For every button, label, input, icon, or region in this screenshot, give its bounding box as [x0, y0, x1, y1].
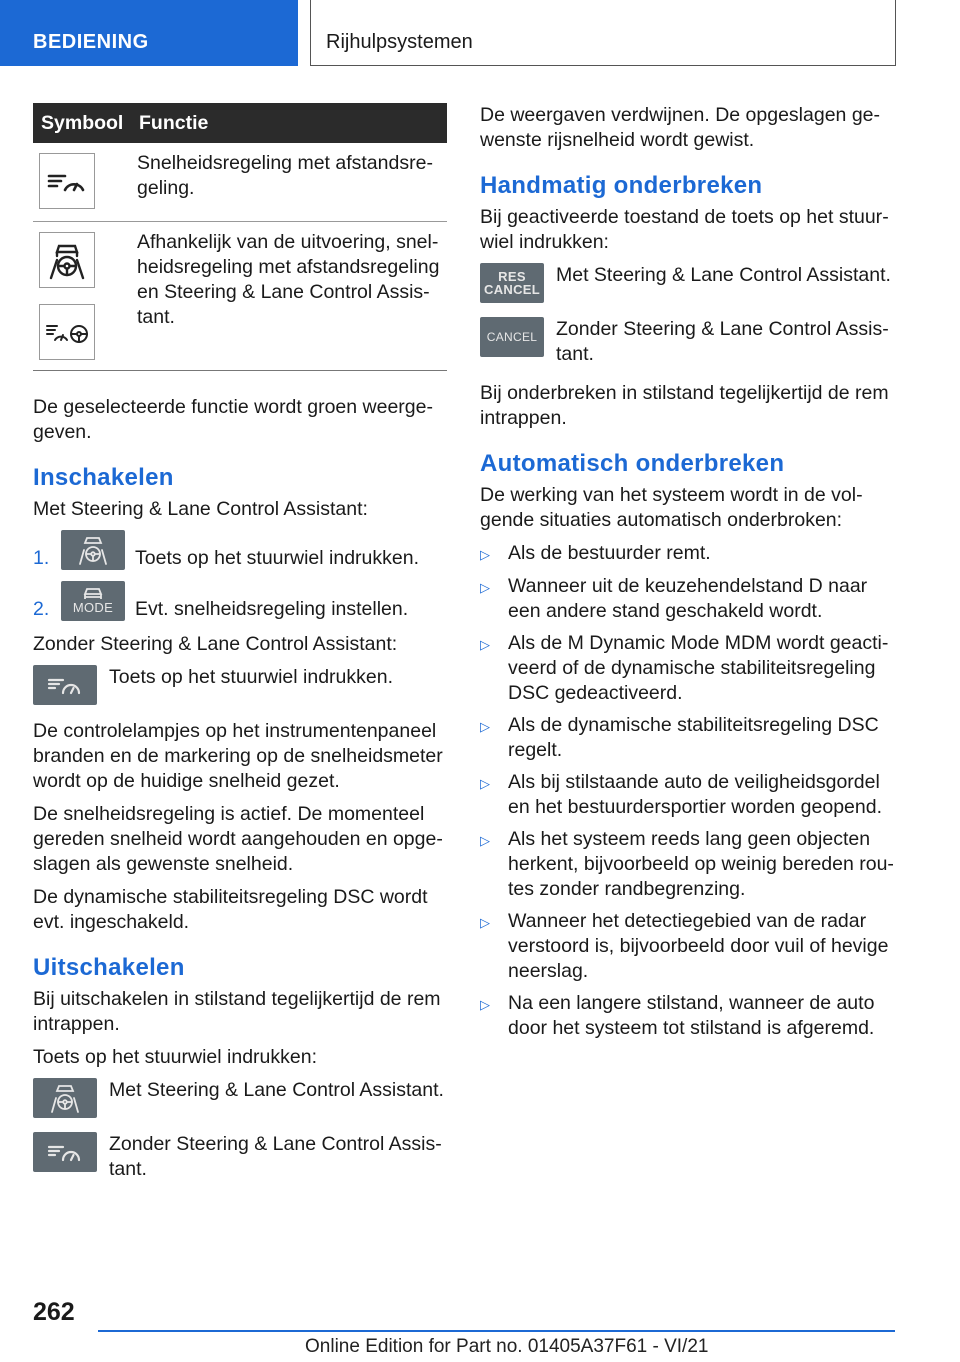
edition-text: Online Edition for Part no. 01405A37F61 - VI/21 — [305, 1336, 709, 1357]
list-item-text: Wanneer het detectiegebied van de radar verstoord is, bijvoorbeeld door vuil of hevige neerslag. — [508, 910, 889, 982]
res-label: RES — [498, 269, 526, 284]
list-item — [480, 909, 898, 984]
symbol-line — [33, 1132, 447, 1182]
symbol-text: Zonder Steering & Lane Control Assistant. — [109, 1133, 442, 1180]
list-item — [480, 713, 898, 763]
mode-button-icon — [61, 581, 125, 621]
triangle-bullet-icon: ▷ — [480, 997, 490, 1012]
triangle-bullet-icon: ▷ — [480, 915, 490, 930]
list-item — [480, 770, 898, 820]
acc-distance-icon — [39, 153, 95, 209]
table-header-row — [33, 103, 447, 143]
col-header-symbol: Symbool — [33, 103, 133, 143]
mode-label: MODE — [72, 600, 114, 615]
steering-assist-button-icon — [61, 530, 125, 570]
list-item-text: Als de M Dynamic Mode MDM wordt geactiveerd of de dynamische stabiliteitsregeling DSC gedeactiveerd. — [508, 632, 889, 704]
bullet-list — [480, 541, 898, 1041]
steering-lane-assist-icon — [39, 232, 95, 288]
list-item — [480, 541, 898, 567]
paragraph: Met Steering & Lane Control Assistant: — [33, 498, 368, 520]
paragraph: Toets op het stuurwiel indrukken: — [33, 1046, 317, 1068]
list-item-text: Als bij stilstaande auto de veiligheidsgordel en het bestuurdersportier worden geopend. — [508, 771, 883, 818]
list-item-text: Wanneer uit de keuzehendelstand D naar een andere stand geschakeld wordt. — [508, 575, 868, 622]
paragraph: De geselecteerde functie wordt groen weergegeven. — [33, 396, 433, 443]
heading-inschakelen: Inschakelen — [33, 464, 174, 491]
cancel-label: CANCEL — [486, 329, 538, 344]
list-item-text: Als het systeem reeds lang geen objecten herkent, bijvoorbeeld op weinig bereden routes zonder randbegrenzing. — [508, 828, 894, 900]
triangle-bullet-icon: ▷ — [480, 637, 490, 652]
paragraph: Bij geactiveerde toestand de toets op het stuurwiel indrukken: — [480, 206, 889, 253]
acc-button-icon — [33, 1132, 97, 1172]
paragraph: Bij uitschakelen in stilstand tegelijkertijd de rem intrappen. — [33, 988, 441, 1035]
triangle-bullet-icon: ▷ — [480, 547, 490, 562]
cancel-button-icon — [480, 317, 544, 357]
step-text: Evt. snelheidsregeling instellen. — [135, 598, 409, 620]
symbol-text: Met Steering & Lane Control Assistant. — [109, 1079, 444, 1101]
cancel-label: CANCEL — [484, 282, 540, 297]
list-item-text: Als de dynamische stabiliteitsregeling DSC regelt. — [508, 714, 879, 761]
steps-list — [33, 530, 447, 622]
symbol-text: Met Steering & Lane Control Assistant. — [556, 264, 891, 286]
res-cancel-button-icon — [480, 263, 544, 303]
list-item — [33, 581, 447, 622]
page-header — [0, 0, 960, 66]
page-number: 262 — [33, 1298, 75, 1326]
row-function-text: Snelheidsregeling met afstandsregeling. — [133, 143, 447, 222]
table-row — [33, 143, 447, 222]
list-item — [480, 631, 898, 706]
triangle-bullet-icon: ▷ — [480, 776, 490, 791]
list-item-text: Na een langere stilstand, wanneer de auto door het systeem tot stilstand is afgeremd. — [508, 992, 875, 1039]
step-text: Toets op het stuurwiel indrukken. — [135, 547, 419, 569]
heading-uitschakelen: Uitschakelen — [33, 954, 185, 981]
paragraph: Zonder Steering & Lane Control Assistant: — [33, 633, 398, 655]
heading-handmatig-onderbreken: Handmatig onderbreken — [480, 172, 763, 199]
list-item-text: Als de bestuurder remt. — [508, 542, 711, 564]
symbol-table — [33, 103, 447, 371]
paragraph: De dynamische stabiliteitsregeling DSC wordt evt. ingeschakeld. — [33, 886, 428, 933]
symbol-line — [33, 1078, 447, 1118]
paragraph: De weergaven verdwijnen. De opgeslagen gewenste rijsnelheid wordt gewist. — [480, 104, 881, 151]
list-item — [480, 574, 898, 624]
chapter-title: Rijhulpsystemen — [310, 0, 896, 66]
col-header-function: Functie — [133, 103, 447, 143]
paragraph: Bij onderbreken in stilstand tegelijkertijd de rem intrappen. — [480, 382, 889, 429]
table-row — [33, 222, 447, 371]
symbol-line — [480, 263, 898, 303]
acc-steering-icon — [39, 304, 95, 360]
list-item — [480, 827, 898, 902]
symbol-text: Zonder Steering & Lane Control Assistant. — [556, 318, 889, 365]
step-number: 1. — [33, 547, 50, 569]
symbol-text: Toets op het stuurwiel indrukken. — [109, 666, 393, 688]
triangle-bullet-icon: ▷ — [480, 719, 490, 734]
triangle-bullet-icon: ▷ — [480, 833, 490, 848]
heading-automatisch-onderbreken: Automatisch onderbreken — [480, 450, 785, 477]
steering-assist-button-icon — [33, 1078, 97, 1118]
triangle-bullet-icon: ▷ — [480, 580, 490, 595]
right-column — [480, 103, 898, 1048]
paragraph: De werking van het systeem wordt in de volgende situaties automatisch onderbroken: — [480, 484, 863, 531]
list-item — [480, 991, 898, 1041]
paragraph: De snelheidsregeling is actief. De momenteel gereden snelheid wordt aangehouden en opgeslagen als gewenste snelheid. — [33, 803, 443, 875]
left-column — [33, 103, 447, 1196]
symbol-line — [33, 665, 447, 705]
symbol-line — [480, 317, 898, 367]
row-function-text: Afhankelijk van de uitvoering, snelheidsregeling met afstandsregeling en Steering & Lane Control Assistant. — [133, 222, 447, 371]
list-item — [33, 530, 447, 571]
footer-divider — [98, 1330, 895, 1332]
section-title: BEDIENING — [0, 0, 298, 66]
paragraph: De controlelampjes op het instrumentenpaneel branden en de markering op de snelheidsmeter wordt op de huidige snelheid gezet. — [33, 720, 443, 792]
step-number: 2. — [33, 598, 50, 620]
acc-button-icon — [33, 665, 97, 705]
